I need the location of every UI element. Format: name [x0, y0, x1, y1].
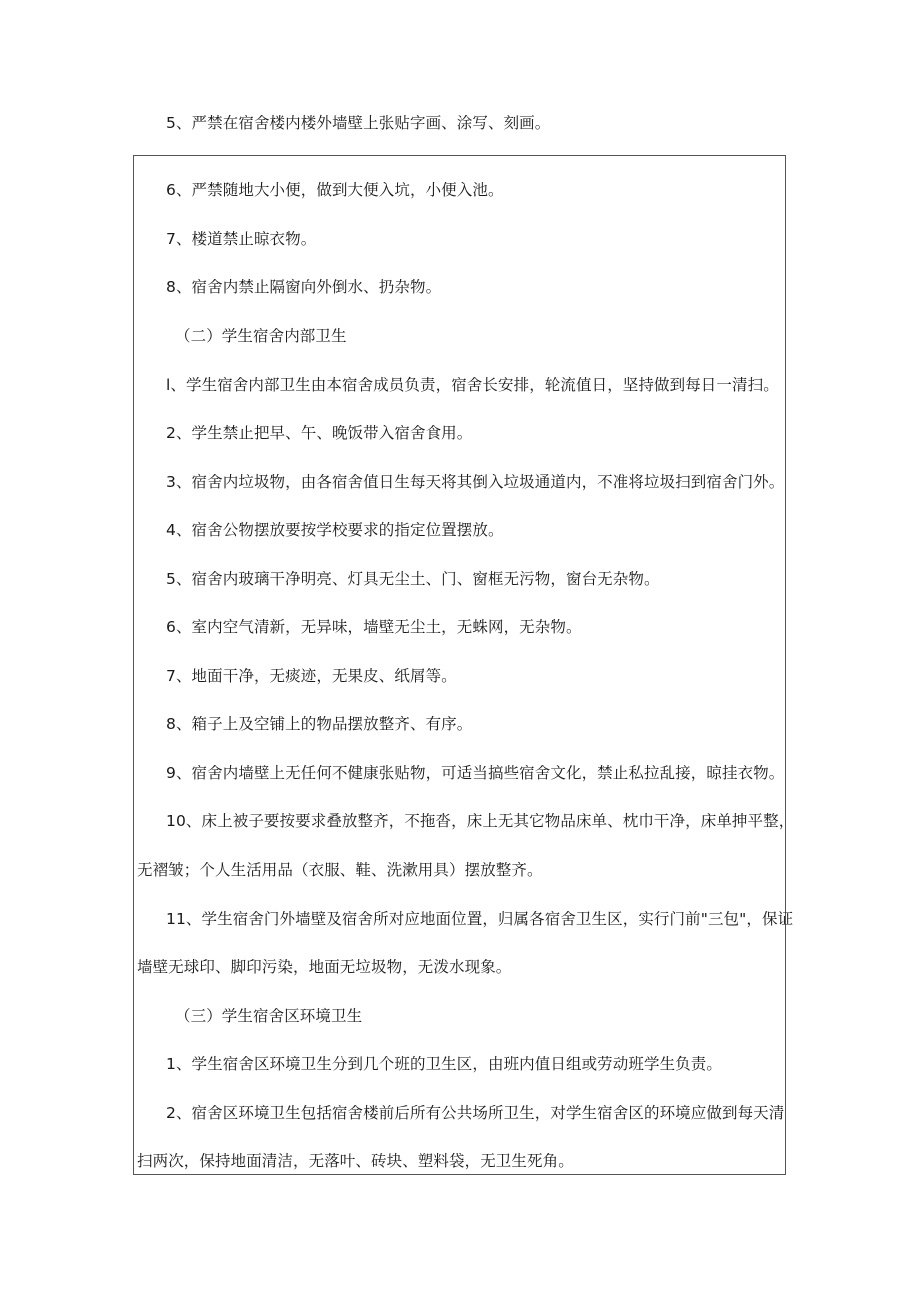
rule-line-7: 7、楼道禁止晾衣物。 — [166, 230, 317, 248]
rule-line-interior-11-first: 11、学生宿舍门外墙壁及宿舍所对应地面位置，归属各宿舍卫生区，实行门前"三包"，保证 — [166, 910, 794, 928]
rule-line-6: 6、严禁随地大小便，做到大便入坑，小便入池。 — [166, 181, 504, 199]
rule-line-area-2-first: 2、宿舍区环境卫生包括宿舍楼前后所有公共场所卫生，对学生宿舍区的环境应做到每天清 — [166, 1104, 785, 1122]
rule-line-area-2-cont: 扫两次，保持地面清洁，无落叶、砖块、塑料袋，无卫生死角。 — [137, 1152, 574, 1170]
rule-line-interior-2: 2、学生禁止把早、午、晚饭带入宿舍食用。 — [166, 424, 473, 442]
rule-line-interior-10-cont: 无褶皱；个人生活用品（衣服、鞋、洗漱用具）摆放整齐。 — [137, 861, 543, 879]
rule-line-interior-8: 8、箱子上及空铺上的物品摆放整齐、有序。 — [166, 715, 473, 733]
rule-line-interior-7: 7、地面干净，无痰迹，无果皮、纸屑等。 — [166, 667, 457, 685]
rule-line-interior-4: 4、宿舍公物摆放要按学校要求的指定位置摆放。 — [166, 521, 504, 539]
rule-line-interior-10-first: 10、床上被子要按要求叠放整齐，不拖沓，床上无其它物品床单、枕巾干净，床单抻平整， — [166, 812, 795, 830]
rule-line-area-1: 1、学生宿舍区环境卫生分到几个班的卫生区，由班内值日组或劳动班学生负责。 — [166, 1055, 722, 1073]
rule-line-interior-9: 9、宿舍内墙壁上无任何不健康张贴物，可适当搞些宿舍文化，禁止私拉乱接，晾挂衣物。 — [166, 764, 785, 782]
rule-line-interior-1: l、学生宿舍内部卫生由本宿舍成员负责，宿舍长安排，轮流值日，坚持做到每日一清扫。 — [166, 376, 779, 394]
section-heading-2: （二）学生宿舍内部卫生 — [175, 327, 347, 345]
rule-line-interior-5: 5、宿舍内玻璃干净明亮、灯具无尘土、门、窗框无污物，窗台无杂物。 — [166, 570, 660, 588]
rule-line-interior-3: 3、宿舍内垃圾物，由各宿舍值日生每天将其倒入垃圾通道内，不准将垃圾扫到宿舍门外。 — [166, 473, 785, 491]
rule-line-interior-6: 6、室内空气清新，无异味，墙壁无尘土，无蛛网，无杂物。 — [166, 618, 582, 636]
rule-line-8: 8、宿舍内禁止隔窗向外倒水、扔杂物。 — [166, 278, 442, 296]
rule-line-5-outside: 5、严禁在宿舍楼内楼外墙壁上张贴字画、涂写、刻画。 — [166, 114, 551, 132]
section-heading-3: （三）学生宿舍区环境卫生 — [175, 1007, 363, 1025]
rule-line-interior-11-cont: 墙壁无球印、脚印污染，地面无垃圾物，无泼水现象。 — [137, 958, 512, 976]
